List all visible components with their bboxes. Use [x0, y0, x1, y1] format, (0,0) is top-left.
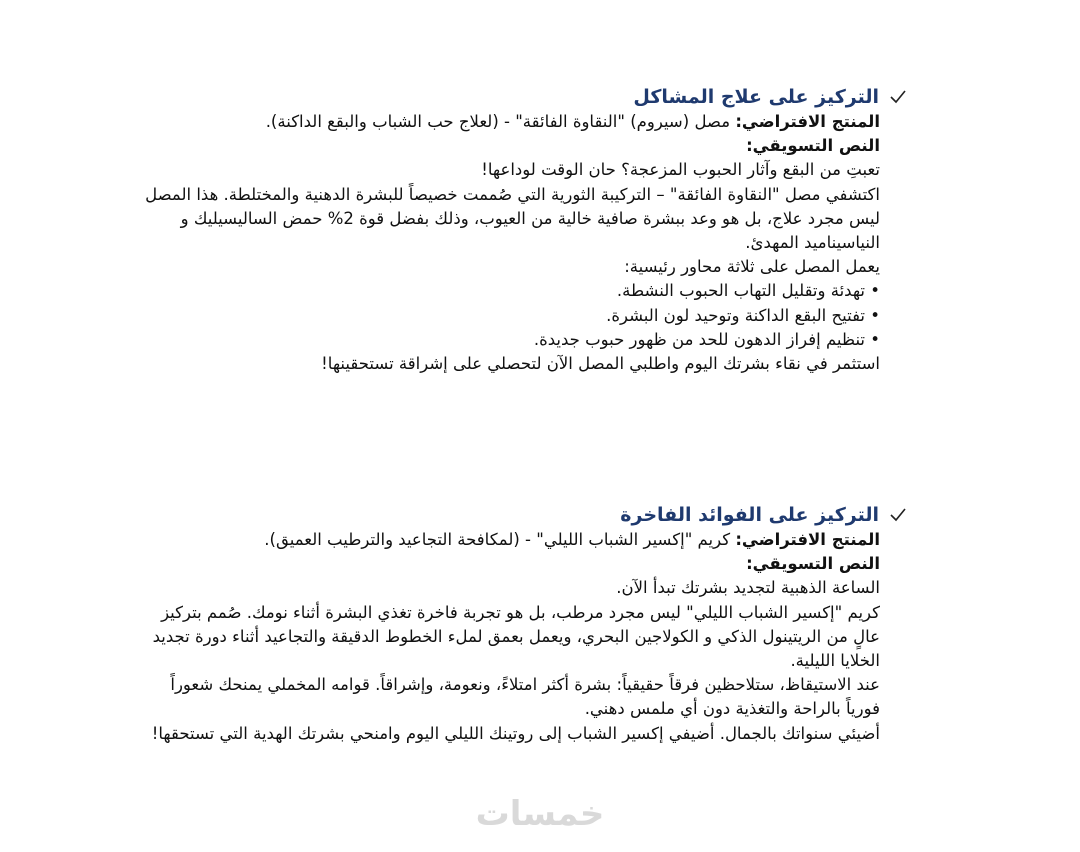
- copy-line: كريم "إكسير الشباب الليلي" ليس مجرد مرطب، بل هو تجربة فاخرة تغذي البشرة أثناء نومك. صُمم بتركيز عالٍ من الريتينول الذكي و الكولاجين البحري، ويعمل بعمق لملء الخطوط الدقيقة والتجاعيد أثناء دورة تجديد الخلايا الليلية.: [152, 602, 880, 671]
- copy-line: الساعة الذهبية لتجديد بشرتك تبدأ الآن.: [616, 578, 880, 598]
- bullet-item: • تهدئة وتقليل التهاب الحبوب النشطة.: [616, 281, 880, 301]
- section-problem-focus: [135, 84, 880, 376]
- product-text: مصل (سيروم) "النقاوة الفائقة" - (لعلاج حب الشباب والبقع الداكنة).: [265, 112, 736, 131]
- copy-line: عند الاستيقاظ، ستلاحظين فرقاً حقيقياً: بشرة أكثر امتلاءً، ونعومة، وإشراقاً. قوامه المخملي يمنحك شعوراً فورياً بالراحة والتغذية دون أي ملمس دهني.: [170, 675, 880, 719]
- copy-line: يعمل المصل على ثلاثة محاور رئيسية:: [624, 257, 880, 277]
- product-line: [135, 528, 880, 552]
- section-heading: التركيز على علاج المشاكل: [633, 86, 879, 108]
- copy-line: اكتشفي مصل "النقاوة الفائقة" – التركيبة الثورية التي صُممت خصيصاً للبشرة الدهنية والمختلطة. هذا المصل ليس مجرد علاج، بل هو وعد ببشرة صافية خالية من العيوب، وذلك بفضل قوة 2% حمض الساليسيليك و النياسيناميد المهدئ.: [145, 184, 880, 253]
- check-icon: [888, 505, 908, 525]
- watermark-logo: خمسات: [475, 794, 605, 834]
- copy-label: النص التسويقي:: [746, 554, 880, 574]
- copy-line: أضيئي سنواتك بالجمال. أضيفي إكسير الشباب إلى روتينك الليلي اليوم وامنحي بشرتك الهدية التي تستحقها!: [151, 723, 880, 743]
- product-label: المنتج الافتراضي:: [735, 112, 880, 131]
- product-text: كريم "إكسير الشباب الليلي" - (لمكافحة التجاعيد والترطيب العميق).: [264, 530, 736, 549]
- product-line: [135, 110, 880, 134]
- section-luxury-focus: [135, 502, 880, 746]
- copy-line: تعبتِ من البقع وآثار الحبوب المزعجة؟ حان الوقت لوداعها!: [481, 160, 880, 180]
- check-icon: [888, 87, 908, 107]
- copy-line: استثمر في نقاء بشرتك اليوم واطلبي المصل الآن لتحصلي على إشراقة تستحقينها!: [321, 354, 880, 374]
- product-label: المنتج الافتراضي:: [735, 530, 880, 549]
- bullet-item: • تنظيم إفراز الدهون للحد من ظهور حبوب جديدة.: [533, 329, 880, 349]
- bullet-item: • تفتيح البقع الداكنة وتوحيد لون البشرة.: [606, 305, 880, 325]
- copy-label: النص التسويقي:: [746, 136, 880, 156]
- section-heading: التركيز على الفوائد الفاخرة: [620, 504, 879, 526]
